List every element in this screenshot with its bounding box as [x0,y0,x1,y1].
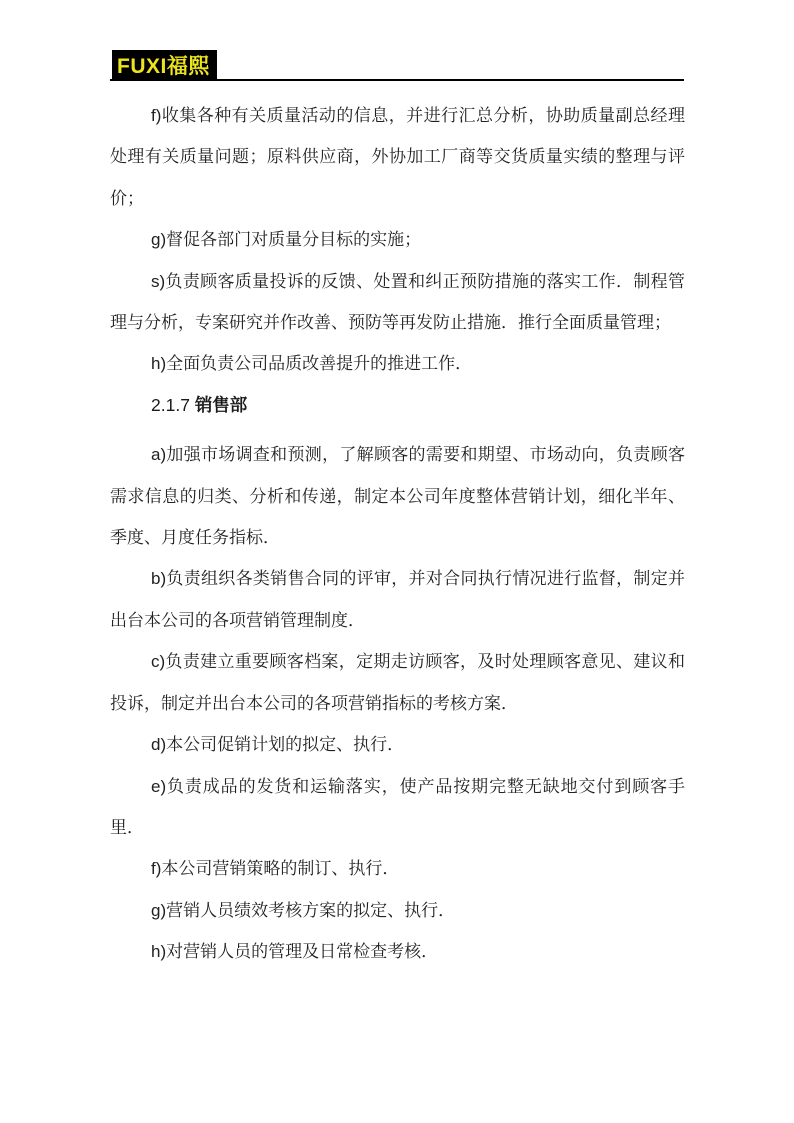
paragraph: b)负责组织各类销售合同的评审，并对合同执行情况进行监督，制定并出台本公司的各项营销管理制度． [110,569,685,630]
paragraph: s)负责顾客质量投诉的反馈、处置和纠正预防措施的落实工作．制程管理与分析，专案研究并作改善、预防等再发防止措施．推行全面质量管理； [110,271,685,333]
paragraph: g)营销人员绩效考核方案的拟定、执行． [151,900,456,920]
fuxi-logo [112,50,217,79]
paragraph: g)督促各部门对质量分目标的实施； [151,230,422,250]
section-number: 2.1.7 [151,394,190,415]
section-heading [110,385,685,434]
paragraph: c)负责建立重要顾客档案，定期走访顾客，及时处理顾客意见、建议和投诉，制定并出台本公司的各项营销指标的考核方案． [110,652,685,713]
section-title: 销售部 [194,394,248,415]
logo-text: FUXI福熙 [117,54,210,78]
paragraph: h)对营销人员的管理及日常检查考核． [151,942,439,962]
document-body [110,95,685,973]
paragraph: e)负责成品的发货和运输落实，使产品按期完整无缺地交付到顾客手里． [110,776,685,837]
header-divider [110,79,684,81]
paragraph: f)本公司营销策略的制订、执行． [151,859,400,879]
paragraph: a)加强市场调查和预测，了解顾客的需要和期望、市场动向，负责顾客需求信息的归类、分析和传递，制定本公司年度整体营销计划，细化半年、季度、月度任务指标． [110,445,685,548]
paragraph: h)全面负责公司品质改善提升的推进工作． [151,354,473,374]
paragraph: f)收集各种有关质量活动的信息，并进行汇总分析，协助质量副总经理处理有关质量问题；原料供应商，外协加工厂商等交货质量实绩的整理与评价； [110,106,685,208]
paragraph: d)本公司促销计划的拟定、执行． [151,735,405,755]
